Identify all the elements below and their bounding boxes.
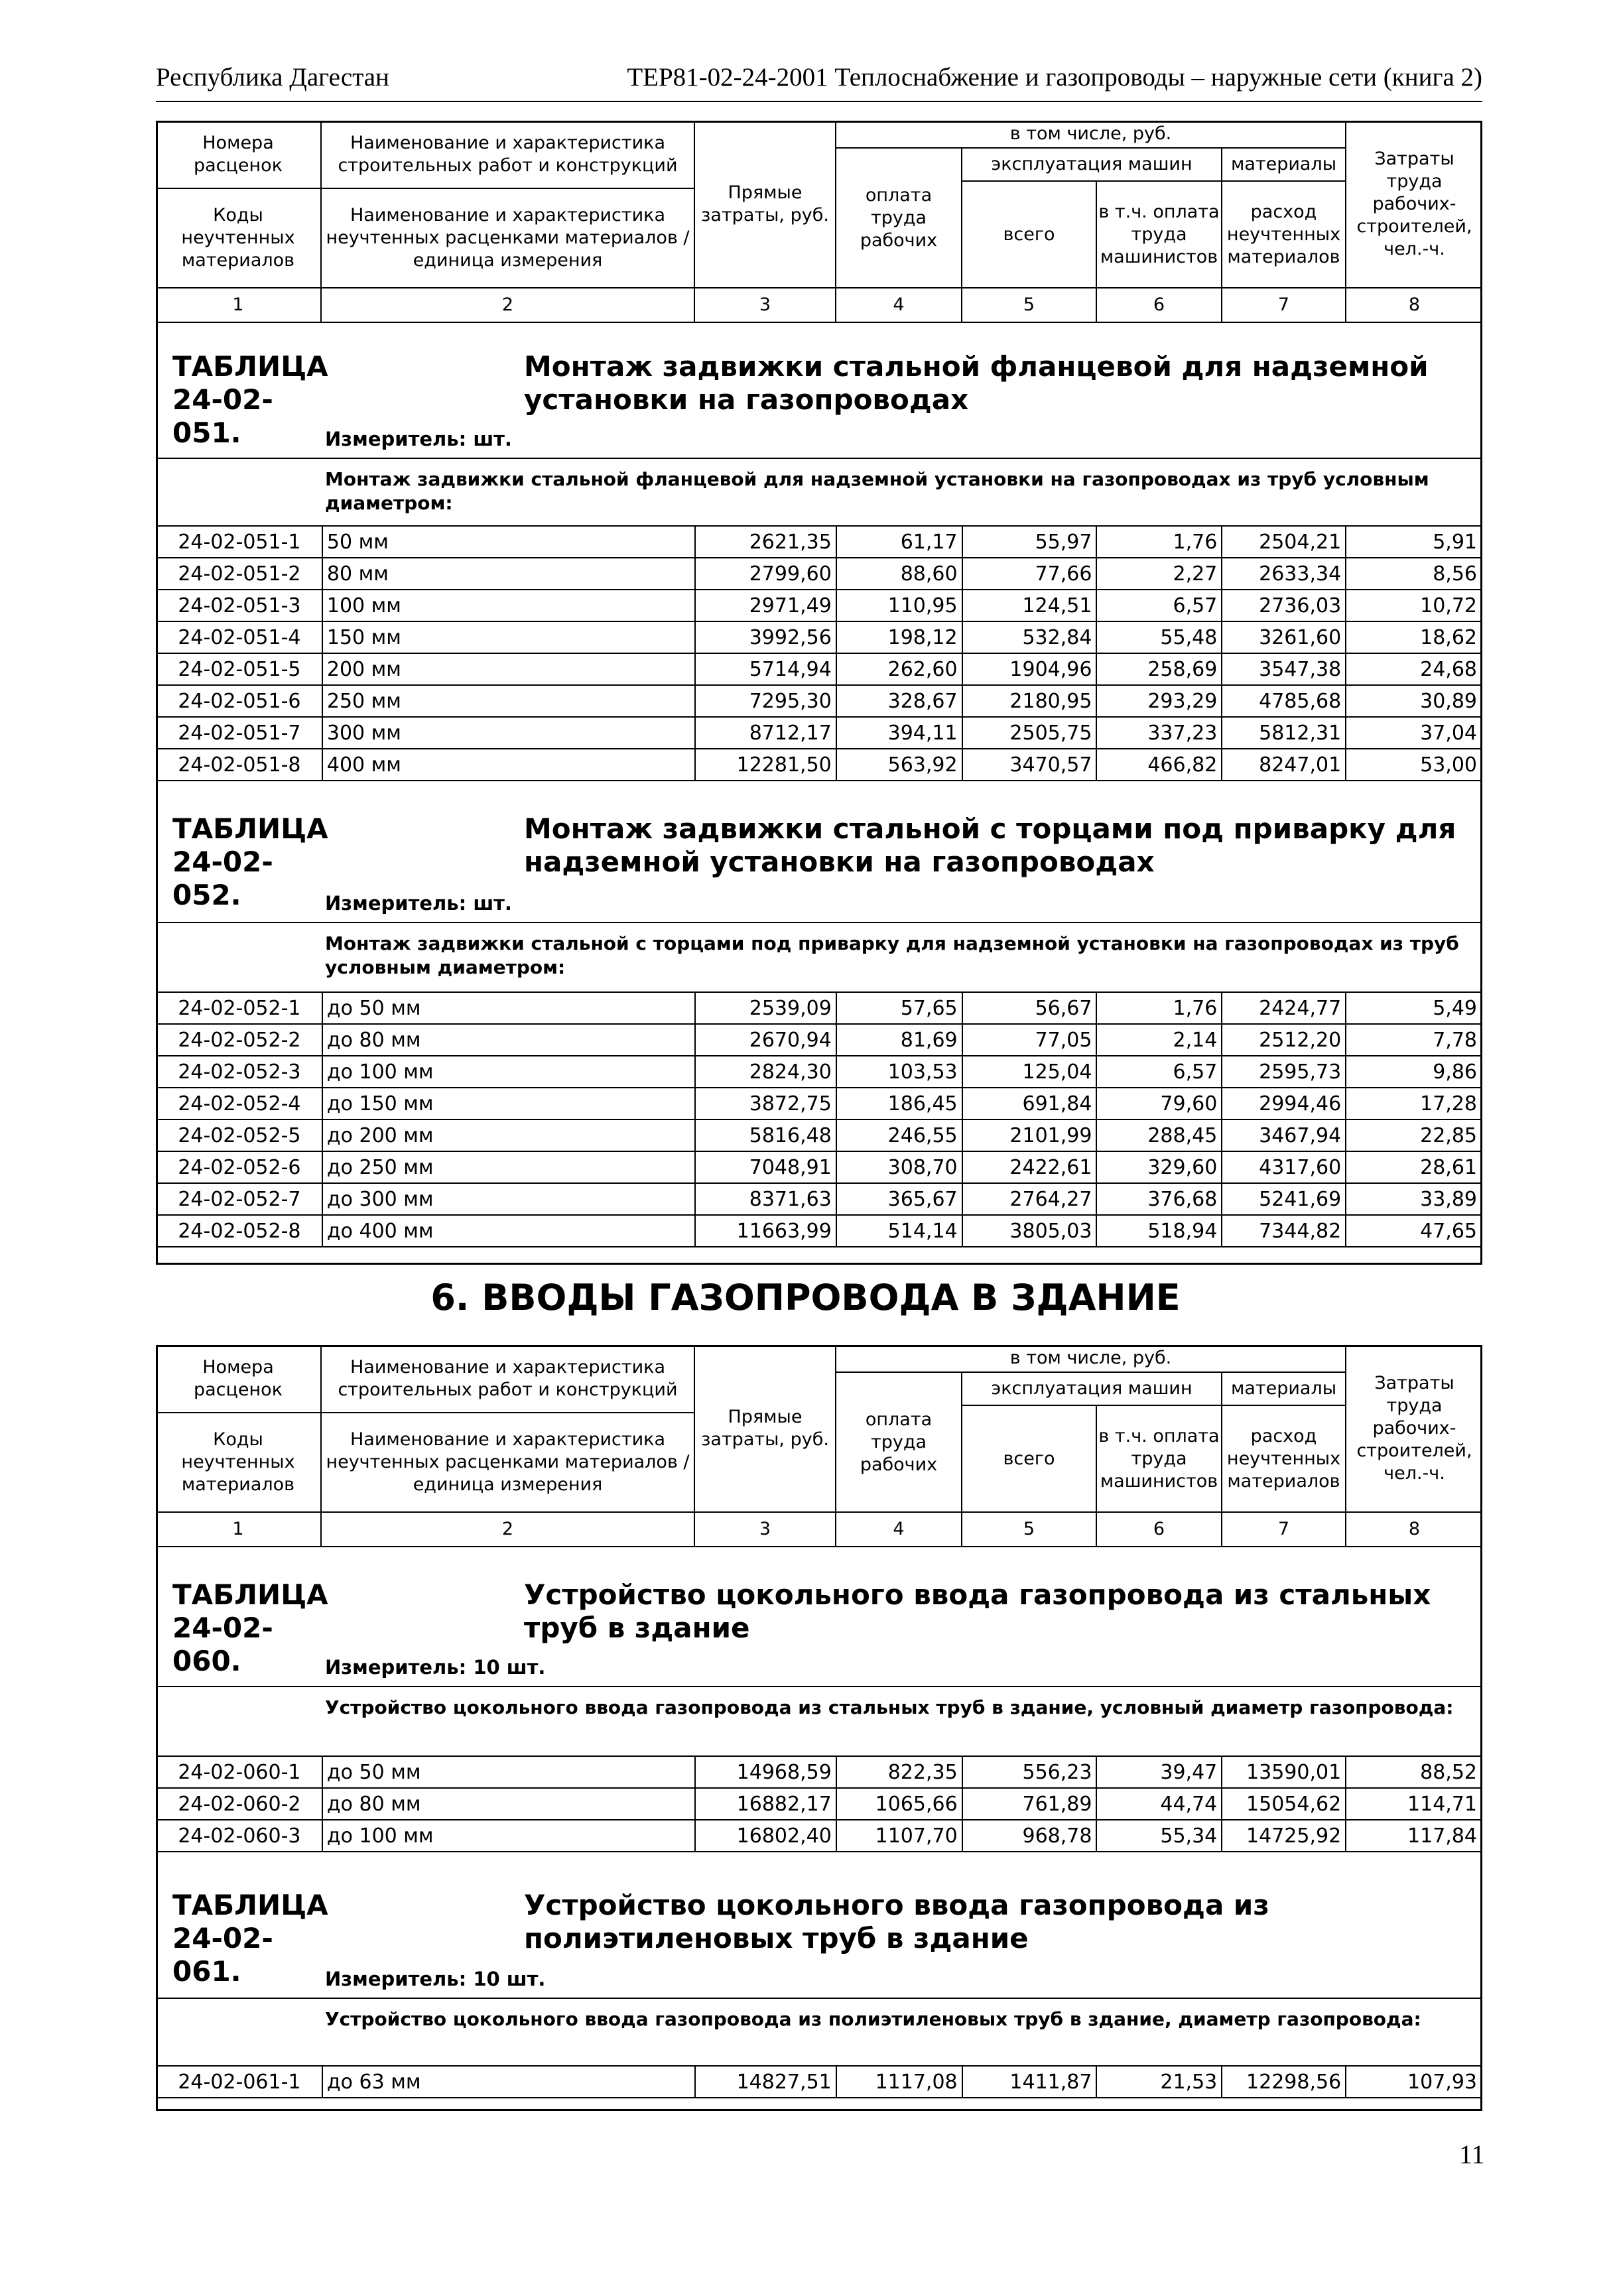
- cell-rate-code: 24-02-052-3: [157, 1056, 322, 1088]
- cell-direct-costs: 14827,51: [695, 2066, 836, 2098]
- cell-operator-pay: 293,29: [1096, 685, 1222, 717]
- cell-labor-costs: 37,04: [1346, 717, 1482, 749]
- cell-machines-total: 56,67: [962, 992, 1097, 1024]
- table-061-name: Устройство цокольного ввода газопровода из полиэтиленовых труб в здание: [524, 1889, 1269, 1954]
- table-060-body: [157, 1756, 1482, 1852]
- cell-machines-total: 125,04: [962, 1056, 1097, 1088]
- cell-materials-cost: 3467,94: [1222, 1119, 1346, 1151]
- col-number-2: 2: [322, 288, 695, 323]
- cell-materials-cost: 4785,68: [1222, 685, 1346, 717]
- cell-direct-costs: 2824,30: [695, 1056, 836, 1088]
- cell-operator-pay: 1,76: [1096, 526, 1222, 558]
- cell-rate-name: до 200 мм: [322, 1119, 695, 1151]
- cell-direct-costs: 16882,17: [695, 1788, 836, 1820]
- header-region: Республика Дагестан: [156, 63, 389, 92]
- cell-machines-total: 968,78: [962, 1820, 1097, 1852]
- table-051-name: Монтаж задвижки стальной фланцевой для надземной установки на газопроводах: [524, 350, 1429, 416]
- table-052-body: [157, 992, 1482, 1247]
- col-header-machine-operation: эксплуатация машин: [962, 149, 1222, 182]
- cell-rate-code: 24-02-051-3: [157, 590, 322, 621]
- table-row: [157, 653, 1482, 685]
- table-row: [157, 526, 1482, 558]
- cell-operator-pay: 518,94: [1096, 1215, 1222, 1247]
- table-060-number: ТАБЛИЦА 24-02-060.: [172, 1578, 328, 1677]
- cell-machines-total: 3470,57: [962, 749, 1097, 781]
- cell-operator-pay: 6,57: [1096, 1056, 1222, 1088]
- cell-rate-name: 150 мм: [322, 621, 695, 653]
- cell-machines-total: 77,66: [962, 558, 1097, 590]
- table-row: [157, 1820, 1482, 1852]
- cell-operator-pay: 329,60: [1096, 1151, 1222, 1183]
- col-number-5: 5: [962, 288, 1097, 323]
- table-052-number: ТАБЛИЦА 24-02-052.: [172, 812, 328, 911]
- cell-labor-costs: 117,84: [1346, 1820, 1482, 1852]
- table-052-name: Монтаж задвижки стальной с торцами под приварку для надземной установки на газопроводах: [524, 812, 1456, 878]
- cell-materials-cost: 2736,03: [1222, 590, 1346, 621]
- cell-rate-name: до 80 мм: [322, 1024, 695, 1056]
- cell-materials-cost: 4317,60: [1222, 1151, 1346, 1183]
- table-051-divider: [156, 458, 1482, 459]
- cell-machines-total: 532,84: [962, 621, 1097, 653]
- col-number-4: 4: [836, 1513, 962, 1547]
- cell-worker-pay: 246,55: [836, 1119, 962, 1151]
- cell-materials-cost: 5241,69: [1222, 1183, 1346, 1215]
- table-row: [157, 558, 1482, 590]
- cell-worker-pay: 514,14: [836, 1215, 962, 1247]
- cell-direct-costs: 12281,50: [695, 749, 836, 781]
- cell-rate-code: 24-02-051-8: [157, 749, 322, 781]
- table-060-subheader: Устройство цокольного ввода газопровода из стальных труб в здание, условный диаметр газопровода:: [325, 1696, 1454, 1718]
- cell-worker-pay: 308,70: [836, 1151, 962, 1183]
- cell-direct-costs: 2799,60: [695, 558, 836, 590]
- cell-materials-cost: 2424,77: [1222, 992, 1346, 1024]
- col-number-6: 6: [1097, 1513, 1222, 1547]
- table-row: [157, 2066, 1482, 2098]
- table-row: [157, 1756, 1482, 1788]
- cell-materials-cost: 2512,20: [1222, 1024, 1346, 1056]
- cell-materials-cost: 13590,01: [1222, 1756, 1346, 1788]
- cell-worker-pay: 110,95: [836, 590, 962, 621]
- col-number-1: 1: [156, 1513, 322, 1547]
- column-header-2: [156, 1345, 1482, 1547]
- col-number-8: 8: [1346, 288, 1482, 323]
- cell-rate-name: 250 мм: [322, 685, 695, 717]
- cell-machines-total: 1904,96: [962, 653, 1097, 685]
- col-number-5: 5: [962, 1513, 1097, 1547]
- cell-rate-name: до 400 мм: [322, 1215, 695, 1247]
- cell-direct-costs: 5816,48: [695, 1119, 836, 1151]
- col-number-8: 8: [1346, 1513, 1482, 1547]
- col-header-worker-pay: оплата труда рабочих: [836, 149, 962, 288]
- cell-direct-costs: 11663,99: [695, 1215, 836, 1247]
- table-061-divider: [156, 1998, 1482, 1999]
- table-row: [157, 1788, 1482, 1820]
- cell-operator-pay: 2,14: [1096, 1024, 1222, 1056]
- table-row: [157, 1183, 1482, 1215]
- table-061-measure: Измеритель: 10 шт.: [325, 1968, 546, 1990]
- col-header-material-code: Коды неучтенных материалов: [156, 189, 322, 288]
- cell-rate-code: 24-02-061-1: [157, 2066, 322, 2098]
- cell-labor-costs: 9,86: [1346, 1056, 1482, 1088]
- table-row: [157, 749, 1482, 781]
- cell-rate-code: 24-02-052-7: [157, 1183, 322, 1215]
- col-header-including: в том числе, руб.: [836, 1345, 1346, 1373]
- cell-rate-name: 400 мм: [322, 749, 695, 781]
- col-header-operator-pay: в т.ч. оплата труда машинистов: [1097, 1406, 1222, 1513]
- table-052-divider: [156, 922, 1482, 923]
- col-header-operator-pay: в т.ч. оплата труда машинистов: [1097, 182, 1222, 288]
- cell-worker-pay: 262,60: [836, 653, 962, 685]
- col-header-rate-number: Номера расценок: [156, 121, 322, 189]
- cell-rate-name: до 100 мм: [322, 1056, 695, 1088]
- cell-operator-pay: 55,34: [1096, 1820, 1222, 1852]
- cell-worker-pay: 88,60: [836, 558, 962, 590]
- cell-rate-code: 24-02-051-7: [157, 717, 322, 749]
- cell-rate-name: до 100 мм: [322, 1820, 695, 1852]
- cell-materials-cost: 2595,73: [1222, 1056, 1346, 1088]
- cell-materials-cost: 15054,62: [1222, 1788, 1346, 1820]
- table-061-body: [157, 2066, 1482, 2098]
- table-060-measure: Измеритель: 10 шт.: [325, 1656, 546, 1679]
- cell-operator-pay: 79,60: [1096, 1088, 1222, 1119]
- cell-operator-pay: 1,76: [1096, 992, 1222, 1024]
- cell-materials-cost: 14725,92: [1222, 1820, 1346, 1852]
- cell-labor-costs: 8,56: [1346, 558, 1482, 590]
- table-051-body: [157, 526, 1482, 781]
- table-060-grid: [156, 1755, 1482, 1852]
- cell-worker-pay: 186,45: [836, 1088, 962, 1119]
- cell-worker-pay: 1107,70: [836, 1820, 962, 1852]
- col-header-materials: материалы: [1222, 1373, 1346, 1406]
- cell-labor-costs: 30,89: [1346, 685, 1482, 717]
- cell-direct-costs: 3872,75: [695, 1088, 836, 1119]
- cell-machines-total: 556,23: [962, 1756, 1097, 1788]
- col-header-work-name: Наименование и характеристика строительных работ и конструкций: [322, 121, 695, 189]
- cell-rate-code: 24-02-052-8: [157, 1215, 322, 1247]
- cell-direct-costs: 7048,91: [695, 1151, 836, 1183]
- col-header-work-name: Наименование и характеристика строительных работ и конструкций: [322, 1345, 695, 1413]
- table-060-divider: [156, 1686, 1482, 1687]
- cell-operator-pay: 258,69: [1096, 653, 1222, 685]
- col-header-unaccounted-materials: расход неучтенных материалов: [1222, 182, 1346, 288]
- cell-rate-code: 24-02-052-1: [157, 992, 322, 1024]
- col-number-4: 4: [836, 288, 962, 323]
- page-header: [156, 61, 1482, 102]
- cell-rate-code: 24-02-060-1: [157, 1756, 322, 1788]
- col-header-material-code: Коды неучтенных материалов: [156, 1413, 322, 1513]
- table-row: [157, 590, 1482, 621]
- cell-rate-name: 50 мм: [322, 526, 695, 558]
- cell-rate-name: до 63 мм: [322, 2066, 695, 2098]
- cell-operator-pay: 39,47: [1096, 1756, 1222, 1788]
- cell-direct-costs: 2539,09: [695, 992, 836, 1024]
- cell-labor-costs: 22,85: [1346, 1119, 1482, 1151]
- cell-operator-pay: 288,45: [1096, 1119, 1222, 1151]
- cell-worker-pay: 57,65: [836, 992, 962, 1024]
- cell-materials-cost: 2504,21: [1222, 526, 1346, 558]
- cell-rate-code: 24-02-052-6: [157, 1151, 322, 1183]
- cell-labor-costs: 47,65: [1346, 1215, 1482, 1247]
- table-row: [157, 992, 1482, 1024]
- col-number-1: 1: [156, 288, 322, 323]
- cell-machines-total: 2422,61: [962, 1151, 1097, 1183]
- cell-operator-pay: 337,23: [1096, 717, 1222, 749]
- cell-materials-cost: 3261,60: [1222, 621, 1346, 653]
- col-number-3: 3: [695, 288, 836, 323]
- cell-operator-pay: 44,74: [1096, 1788, 1222, 1820]
- cell-rate-name: 80 мм: [322, 558, 695, 590]
- cell-direct-costs: 7295,30: [695, 685, 836, 717]
- cell-operator-pay: 2,27: [1096, 558, 1222, 590]
- table-061-number: ТАБЛИЦА 24-02-061.: [172, 1889, 328, 1988]
- table-051-measure: Измеритель: шт.: [325, 428, 512, 450]
- col-header-labor-costs: Затраты труда рабочих-строителей, чел.-ч.: [1346, 121, 1482, 288]
- cell-operator-pay: 6,57: [1096, 590, 1222, 621]
- col-header-materials: материалы: [1222, 149, 1346, 182]
- cell-rate-code: 24-02-051-6: [157, 685, 322, 717]
- cell-labor-costs: 107,93: [1346, 2066, 1482, 2098]
- col-header-machines-total: всего: [962, 1406, 1097, 1513]
- cell-labor-costs: 18,62: [1346, 621, 1482, 653]
- cell-machines-total: 2505,75: [962, 717, 1097, 749]
- cell-direct-costs: 8712,17: [695, 717, 836, 749]
- cell-machines-total: 2101,99: [962, 1119, 1097, 1151]
- col-number-6: 6: [1097, 288, 1222, 323]
- table-row: [157, 621, 1482, 653]
- cell-direct-costs: 5714,94: [695, 653, 836, 685]
- cell-rate-name: до 150 мм: [322, 1088, 695, 1119]
- col-header-direct-costs: Прямые затраты, руб.: [695, 121, 836, 288]
- table-060-name: Устройство цокольного ввода газопровода из стальных труб в здание: [524, 1578, 1431, 1644]
- table-row: [157, 1024, 1482, 1056]
- cell-machines-total: 1411,87: [962, 2066, 1097, 2098]
- col-header-unaccounted-materials: расход неучтенных материалов: [1222, 1406, 1346, 1513]
- table-052-subheader: Монтаж задвижки стальной с торцами под приварку для надземной установки на газопроводах из труб условным диаметром:: [325, 932, 1459, 978]
- cell-rate-name: 200 мм: [322, 653, 695, 685]
- table-row: [157, 1151, 1482, 1183]
- cell-labor-costs: 10,72: [1346, 590, 1482, 621]
- table-row: [157, 685, 1482, 717]
- col-header-machine-operation: эксплуатация машин: [962, 1373, 1222, 1406]
- cell-labor-costs: 24,68: [1346, 653, 1482, 685]
- cell-rate-name: 100 мм: [322, 590, 695, 621]
- col-header-worker-pay: оплата труда рабочих: [836, 1373, 962, 1513]
- table-row: [157, 1119, 1482, 1151]
- col-header-including: в том числе, руб.: [836, 121, 1346, 149]
- cell-worker-pay: 1065,66: [836, 1788, 962, 1820]
- cell-rate-name: до 50 мм: [322, 1756, 695, 1788]
- cell-rate-code: 24-02-052-5: [157, 1119, 322, 1151]
- cell-labor-costs: 53,00: [1346, 749, 1482, 781]
- cell-labor-costs: 114,71: [1346, 1788, 1482, 1820]
- cell-machines-total: 2764,27: [962, 1183, 1097, 1215]
- col-header-rate-number: Номера расценок: [156, 1345, 322, 1413]
- col-header-direct-costs: Прямые затраты, руб.: [695, 1345, 836, 1513]
- cell-rate-name: 300 мм: [322, 717, 695, 749]
- cell-worker-pay: 1117,08: [836, 2066, 962, 2098]
- cell-worker-pay: 81,69: [836, 1024, 962, 1056]
- cell-rate-name: до 300 мм: [322, 1183, 695, 1215]
- cell-worker-pay: 61,17: [836, 526, 962, 558]
- table-051-grid: [156, 525, 1482, 781]
- cell-machines-total: 3805,03: [962, 1215, 1097, 1247]
- cell-direct-costs: 14968,59: [695, 1756, 836, 1788]
- cell-machines-total: 124,51: [962, 590, 1097, 621]
- table-061-subheader: Устройство цокольного ввода газопровода из полиэтиленовых труб в здание, диаметр газопровода:: [325, 2008, 1421, 2030]
- cell-materials-cost: 2633,34: [1222, 558, 1346, 590]
- cell-labor-costs: 17,28: [1346, 1088, 1482, 1119]
- cell-materials-cost: 2994,46: [1222, 1088, 1346, 1119]
- cell-operator-pay: 376,68: [1096, 1183, 1222, 1215]
- cell-materials-cost: 12298,56: [1222, 2066, 1346, 2098]
- cell-rate-code: 24-02-052-4: [157, 1088, 322, 1119]
- cell-direct-costs: 16802,40: [695, 1820, 836, 1852]
- table-052-grid: [156, 991, 1482, 1247]
- col-header-material-name: Наименование и характеристика неучтенных расценками материалов / единица измерения: [322, 189, 695, 288]
- col-header-material-name: Наименование и характеристика неучтенных расценками материалов / единица измерения: [322, 1413, 695, 1513]
- col-number-2: 2: [322, 1513, 695, 1547]
- cell-labor-costs: 28,61: [1346, 1151, 1482, 1183]
- cell-labor-costs: 33,89: [1346, 1183, 1482, 1215]
- cell-materials-cost: 5812,31: [1222, 717, 1346, 749]
- cell-machines-total: 761,89: [962, 1788, 1097, 1820]
- cell-materials-cost: 8247,01: [1222, 749, 1346, 781]
- cell-direct-costs: 2971,49: [695, 590, 836, 621]
- cell-worker-pay: 822,35: [836, 1756, 962, 1788]
- table-row: [157, 1215, 1482, 1247]
- table-051-subheader: Монтаж задвижки стальной фланцевой для надземной установки на газопроводах из труб условным диаметром:: [325, 468, 1429, 514]
- table-052-measure: Измеритель: шт.: [325, 892, 512, 915]
- cell-direct-costs: 3992,56: [695, 621, 836, 653]
- cell-direct-costs: 2670,94: [695, 1024, 836, 1056]
- cell-rate-code: 24-02-051-2: [157, 558, 322, 590]
- cell-worker-pay: 394,11: [836, 717, 962, 749]
- cell-operator-pay: 21,53: [1096, 2066, 1222, 2098]
- cell-rate-code: 24-02-052-2: [157, 1024, 322, 1056]
- cell-rate-code: 24-02-051-4: [157, 621, 322, 653]
- cell-rate-name: до 80 мм: [322, 1788, 695, 1820]
- cell-operator-pay: 55,48: [1096, 621, 1222, 653]
- col-header-labor-costs: Затраты труда рабочих-строителей, чел.-ч.: [1346, 1345, 1482, 1513]
- cell-direct-costs: 2621,35: [695, 526, 836, 558]
- cell-rate-code: 24-02-051-5: [157, 653, 322, 685]
- table-row: [157, 1056, 1482, 1088]
- col-header-machines-total: всего: [962, 182, 1097, 288]
- cell-labor-costs: 5,49: [1346, 992, 1482, 1024]
- cell-worker-pay: 563,92: [836, 749, 962, 781]
- table-051-number: ТАБЛИЦА 24-02-051.: [172, 350, 328, 449]
- cell-worker-pay: 328,67: [836, 685, 962, 717]
- cell-labor-costs: 5,91: [1346, 526, 1482, 558]
- cell-machines-total: 2180,95: [962, 685, 1097, 717]
- cell-machines-total: 55,97: [962, 526, 1097, 558]
- cell-materials-cost: 3547,38: [1222, 653, 1346, 685]
- cell-worker-pay: 198,12: [836, 621, 962, 653]
- cell-worker-pay: 103,53: [836, 1056, 962, 1088]
- cell-machines-total: 77,05: [962, 1024, 1097, 1056]
- cell-labor-costs: 7,78: [1346, 1024, 1482, 1056]
- cell-rate-name: до 250 мм: [322, 1151, 695, 1183]
- section-title: 6. ВВОДЫ ГАЗОПРОВОДА В ЗДАНИЕ: [430, 1277, 1181, 1318]
- cell-labor-costs: 88,52: [1346, 1756, 1482, 1788]
- table-row: [157, 717, 1482, 749]
- cell-rate-code: 24-02-060-3: [157, 1820, 322, 1852]
- cell-rate-name: до 50 мм: [322, 992, 695, 1024]
- table-061-grid: [156, 2065, 1482, 2098]
- header-document-title: ТЕР81-02-24-2001 Теплоснабжение и газопроводы – наружные сети (книга 2): [627, 63, 1482, 92]
- column-header-1: [156, 121, 1482, 323]
- col-number-3: 3: [695, 1513, 836, 1547]
- col-number-7: 7: [1222, 288, 1346, 323]
- cell-rate-code: 24-02-060-2: [157, 1788, 322, 1820]
- cell-materials-cost: 7344,82: [1222, 1215, 1346, 1247]
- table-row: [157, 1088, 1482, 1119]
- page-number: 11: [1459, 2139, 1485, 2169]
- cell-operator-pay: 466,82: [1096, 749, 1222, 781]
- cell-rate-code: 24-02-051-1: [157, 526, 322, 558]
- cell-machines-total: 691,84: [962, 1088, 1097, 1119]
- col-number-7: 7: [1222, 1513, 1346, 1547]
- cell-direct-costs: 8371,63: [695, 1183, 836, 1215]
- cell-worker-pay: 365,67: [836, 1183, 962, 1215]
